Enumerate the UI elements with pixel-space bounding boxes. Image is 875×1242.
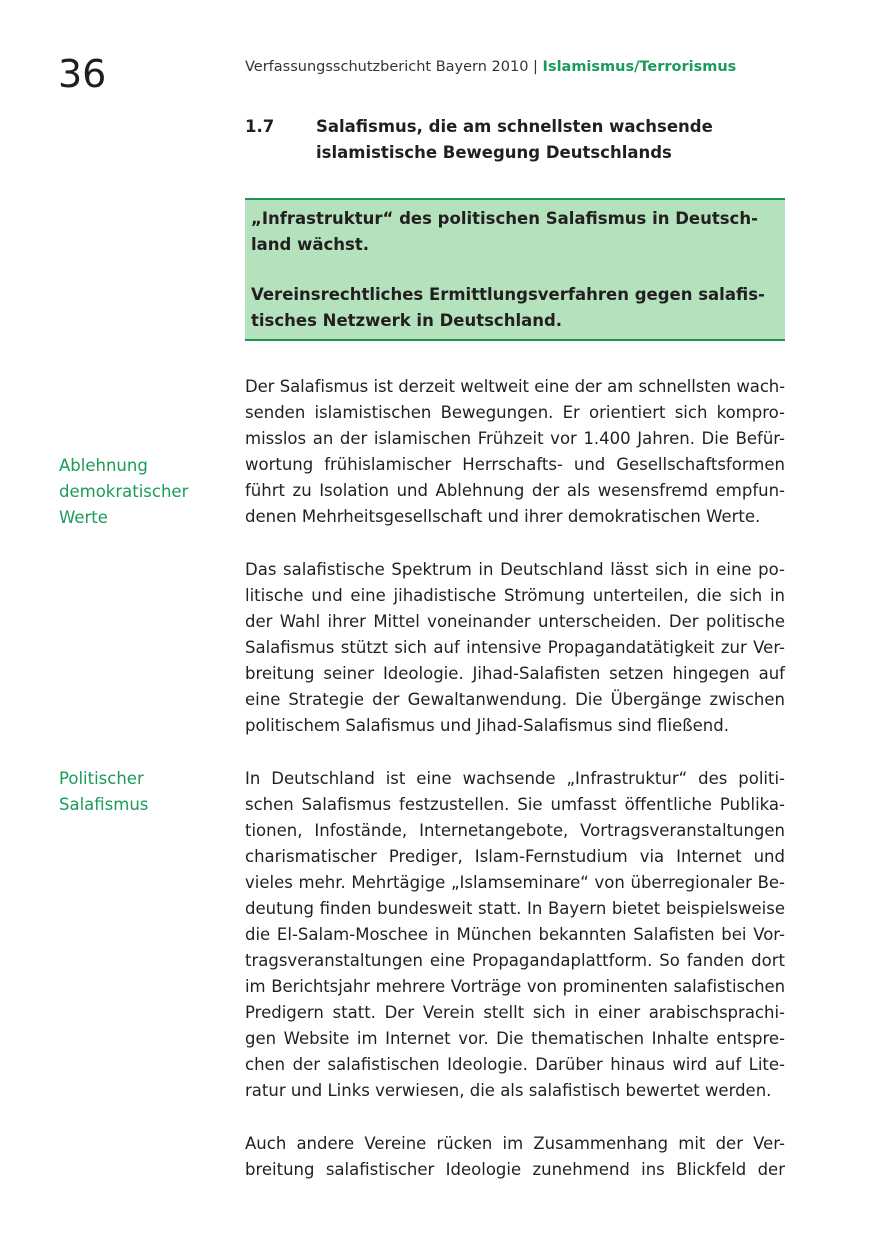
text-line: wortung frühislamischer Herrschafts- und Gesellschaftsformen: [245, 455, 785, 474]
text-line: In Deutschland ist eine wachsende „Infrastruktur“ des politi-: [245, 769, 785, 788]
margin-note-line: Werte: [59, 508, 108, 527]
text-line: deutung finden bundesweit statt. In Bayern bietet beispielsweise: [245, 899, 785, 918]
text-line: die El-Salam-Moschee in München bekannten Salafisten bei Vor-: [245, 925, 785, 944]
text-line: vieles mehr. Mehrtägige „Islamseminare“ von überregionaler Be-: [245, 873, 785, 892]
header-separator: |: [528, 59, 543, 75]
running-header: [245, 57, 736, 77]
text-line: Der Salafismus ist derzeit weltweit eine der am schnellsten wach-: [245, 377, 785, 396]
body-paragraph-4: [245, 1131, 785, 1183]
margin-note-line: Ablehnung: [59, 456, 148, 475]
text-line: ratur und Links verwiesen, die als salafistisch bewertet werden.: [245, 1081, 772, 1100]
text-line: Salafismus stützt sich auf intensive Propagandatätigkeit zur Ver-: [245, 638, 785, 657]
text-line: politischem Salafismus und Jihad-Salafismus sind fließend.: [245, 716, 729, 735]
text-line: tragsveranstaltungen eine Propagandaplattform. So fanden dort: [245, 951, 785, 970]
text-line: chen der salafistischen Ideologie. Darüber hinaus wird auf Lite-: [245, 1055, 785, 1074]
text-line: misslos an der islamischen Frühzeit vor 1.400 Jahren. Die Befür-: [245, 429, 785, 448]
section-title-line: Salafismus, die am schnellsten wachsende: [316, 117, 713, 136]
text-line: breitung seiner Ideologie. Jihad-Salafisten setzen hingegen auf: [245, 664, 785, 683]
page-number: 36: [58, 52, 107, 96]
summary-line: tisches Netzwerk in Deutschland.: [251, 311, 563, 330]
text-line: senden islamistischen Bewegungen. Er orientiert sich kompro-: [245, 403, 785, 422]
text-line: denen Mehrheitsgesellschaft und ihrer demokratischen Werte.: [245, 507, 761, 526]
text-line: führt zu Isolation und Ablehnung der als wesensfremd empfun-: [245, 481, 785, 500]
text-line: Das salafistische Spektrum in Deutschland lässt sich in eine po-: [245, 560, 785, 579]
summary-line: land wächst.: [251, 235, 369, 254]
section-title-line: islamistische Bewegung Deutschlands: [316, 143, 672, 162]
text-line: im Berichtsjahr mehrere Vorträge von prominenten salafistischen: [245, 977, 785, 996]
text-line: gen Website im Internet vor. Die thematischen Inhalte entspre-: [245, 1029, 785, 1048]
section-number: 1.7: [245, 117, 275, 136]
summary-line: Vereinsrechtliches Ermittlungsverfahren gegen salafis-: [251, 285, 765, 304]
margin-note-line: Politischer: [59, 769, 144, 788]
body-paragraph-3: [245, 766, 785, 1104]
text-line: schen Salafismus festzustellen. Sie umfasst öffentliche Publika-: [245, 795, 785, 814]
margin-note-line: Salafismus: [59, 795, 149, 814]
body-paragraph-1: [245, 374, 785, 530]
text-line: der Wahl ihrer Mittel voneinander unterscheiden. Der politische: [245, 612, 785, 631]
text-line: Predigern statt. Der Verein stellt sich in einer arabischsprachi-: [245, 1003, 785, 1022]
publication-title: Verfassungsschutzbericht Bayern 2010: [245, 59, 529, 75]
margin-note-political-salafism: [59, 766, 229, 818]
summary-box: [245, 198, 785, 341]
chapter-topic: Islamismus/Terrorismus: [542, 59, 737, 75]
text-line: charismatischer Prediger, Islam-Fernstudium via Internet und: [245, 847, 785, 866]
text-line: Auch andere Vereine rücken im Zusammenhang mit der Ver-: [245, 1134, 785, 1153]
text-line: eine Strategie der Gewaltanwendung. Die Übergänge zwischen: [245, 690, 785, 709]
text-line: litische und eine jihadistische Strömung unterteilen, die sich in: [245, 586, 785, 605]
summary-line: „Infrastruktur“ des politischen Salafismus in Deutsch-: [251, 209, 758, 228]
summary-paragraph: [251, 282, 779, 334]
text-line: breitung salafistischer Ideologie zunehmend ins Blickfeld der: [245, 1160, 785, 1179]
text-line: tionen, Infostände, Internetangebote, Vortragsveranstaltungen: [245, 821, 785, 840]
body-paragraph-2: [245, 557, 785, 739]
summary-paragraph: [251, 206, 779, 258]
margin-note-line: demokratischer: [59, 482, 189, 501]
section-heading: [245, 114, 790, 166]
margin-note-democratic-values: [59, 453, 229, 531]
